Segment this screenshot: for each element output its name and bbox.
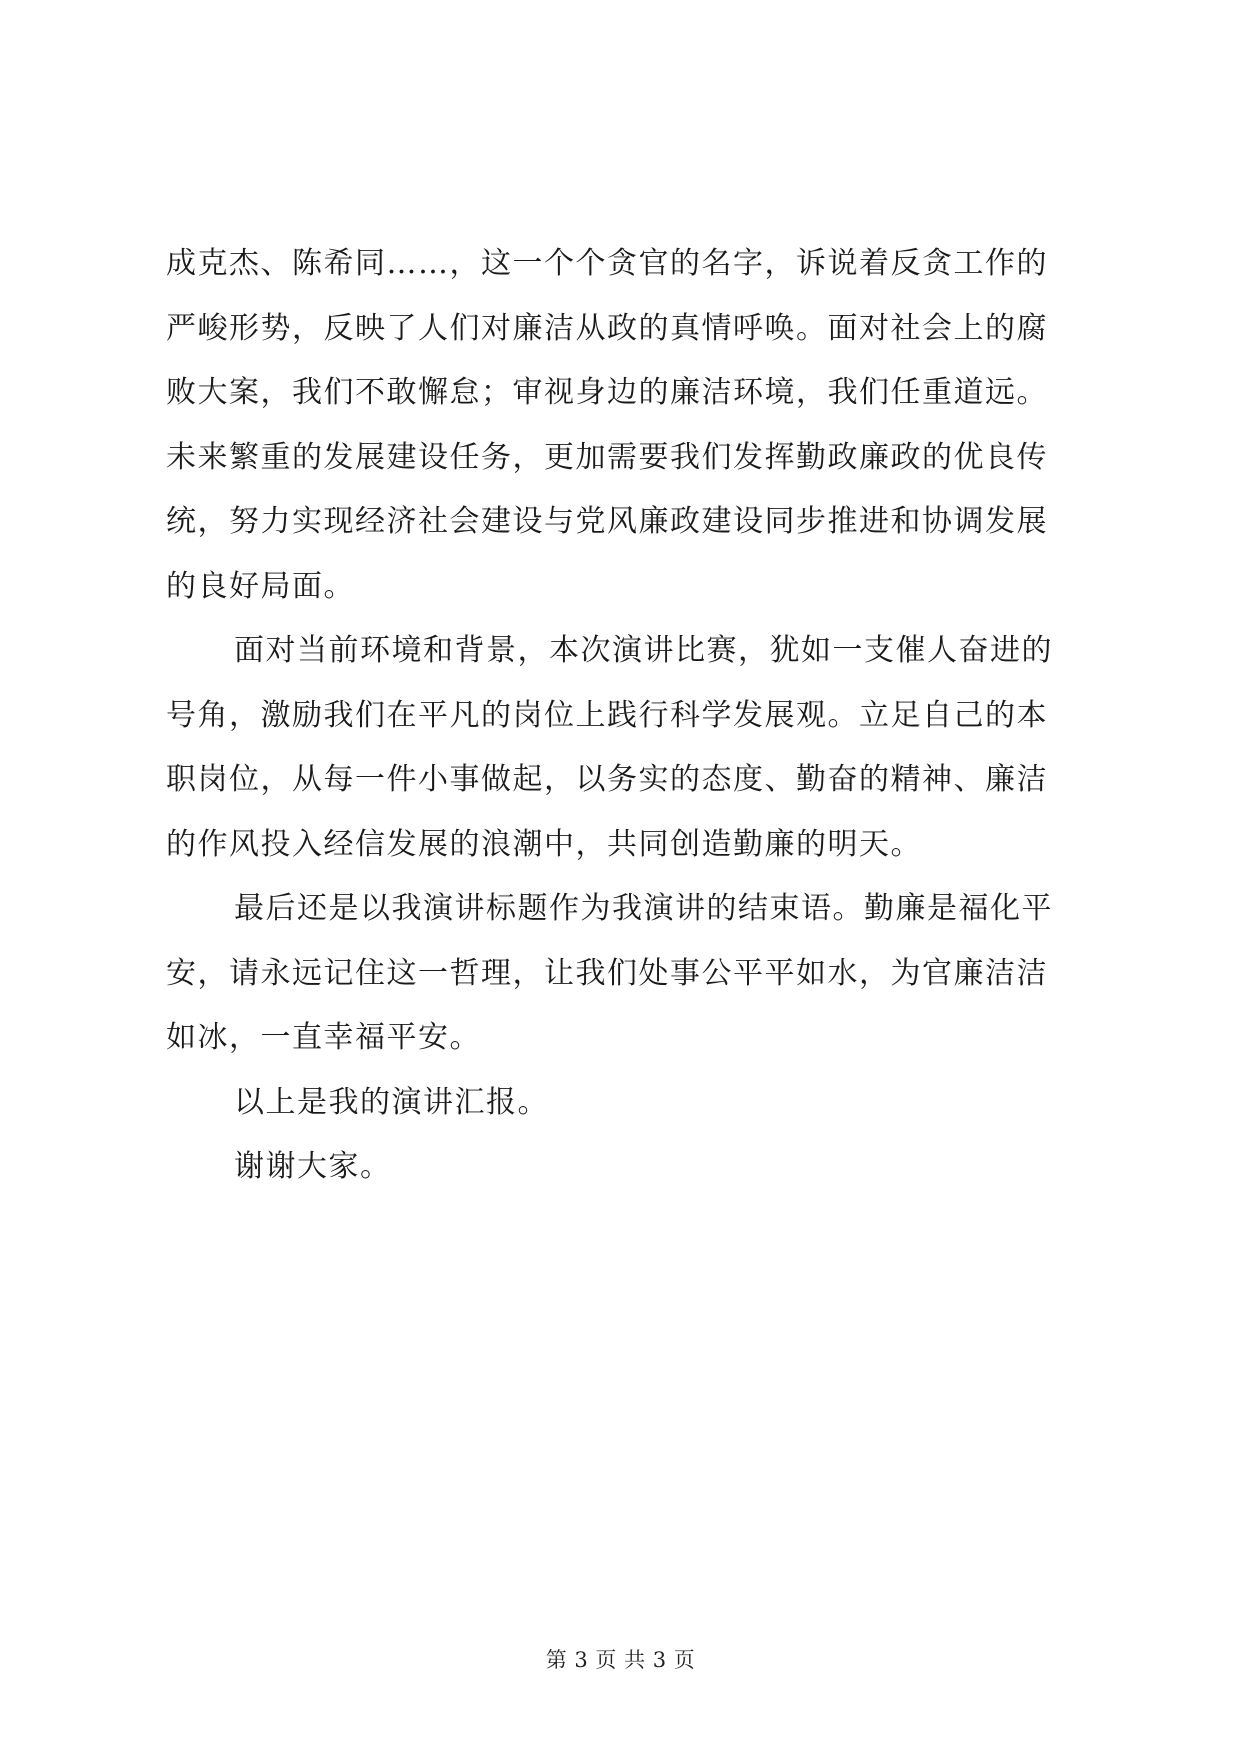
text-line: 的良好局面。 [166, 568, 355, 604]
paragraph [166, 1071, 1078, 1136]
paragraph [166, 619, 1078, 877]
text-line: 未来繁重的发展建设任务，更加需要我们发挥勤政廉政的优良传 [166, 439, 1048, 475]
text-line: 如冰，一直幸福平安。 [166, 1020, 481, 1055]
text-line: 号角，激励我们在平凡的岗位上践行科学发展观。立足自己的本 [166, 697, 1048, 733]
text-line: 败大案，我们不敢懈怠；审视身边的廉洁环境，我们任重道远。 [166, 375, 1048, 410]
text-line: 谢谢大家。 [234, 1149, 392, 1184]
text-line: 成克杰、陈希同……，这一个个贪官的名字，诉说着反贪工作的 [166, 246, 1048, 281]
text-line: 面对当前环境和背景，本次演讲比赛，犹如一支催人奋进的 [234, 633, 1053, 668]
paragraph [166, 1135, 1078, 1200]
paragraph [166, 877, 1078, 1071]
document-body [166, 232, 1078, 1200]
text-line: 严峻形势，反映了人们对廉洁从政的真情呼唤。面对社会上的腐 [166, 310, 1048, 346]
paragraph [166, 232, 1078, 619]
text-line: 职岗位，从每一件小事做起，以务实的态度、勤奋的精神、廉洁 [166, 762, 1048, 797]
text-line: 安，请永远记住这一哲理，让我们处事公平平如水，为官廉洁洁 [166, 955, 1048, 991]
text-line: 的作风投入经信发展的浪潮中，共同创造勤廉的明天。 [166, 826, 922, 862]
text-line: 以上是我的演讲汇报。 [234, 1084, 549, 1120]
text-line: 统，努力实现经济社会建设与党风廉政建设同步推进和协调发展 [166, 504, 1048, 539]
text-line: 最后还是以我演讲标题作为我演讲的结束语。勤廉是福化平 [234, 891, 1053, 926]
page-number-footer: 第 3 页 共 3 页 [545, 1648, 696, 1672]
